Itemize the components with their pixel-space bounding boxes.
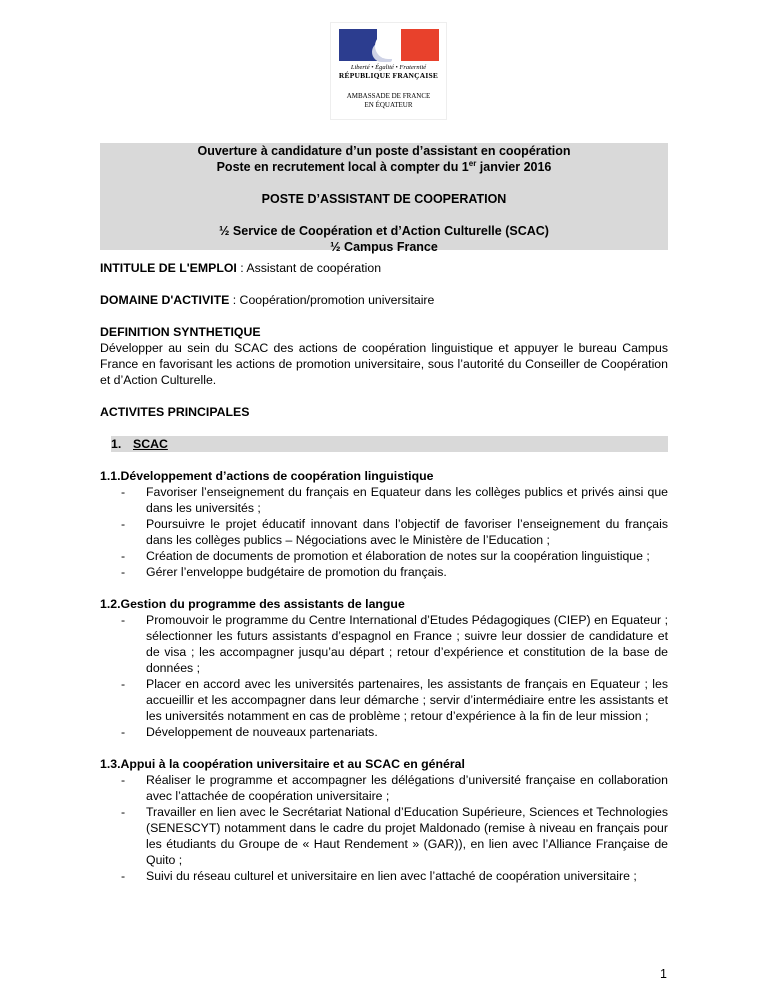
definition-heading: DEFINITION SYNTHETIQUE: [100, 325, 261, 339]
dash-bullet-icon: -: [121, 565, 126, 579]
list-item-text: Suivi du réseau culturel et universitaire en lien avec l’attaché de coopération universitaire ;: [146, 869, 637, 883]
line2-sup: er: [468, 158, 477, 168]
intitule-label: INTITULE DE L'EMPLOI: [100, 261, 237, 275]
header-line2: [100, 159, 668, 175]
embassy-logo: [330, 22, 447, 120]
list-item: [121, 772, 668, 804]
list-item-text: Développement de nouveaux partenariats.: [146, 725, 378, 739]
list-item-text: Favoriser l’enseignement du français en Equateur dans les collèges publics et privés ainsi que dans les universités ;: [146, 485, 668, 515]
logo-motto: Liberté • Égalité • Fraternité: [350, 64, 427, 71]
list-item: [121, 676, 668, 724]
dash-bullet-icon: -: [121, 549, 126, 563]
bullet-list: [100, 484, 668, 580]
list-item: [121, 516, 668, 548]
list-item-text: Travailler en lien avec le Secrétariat National d’Education Supérieure, Sciences et Technologies (SENESCYT) notamment dans le cadre du projet Maldonado (remise à niveau en français pour les étudiants du Groupe de « Haut Rendement » (GAR)), en lien avec l’Alliance Française de Quito ;: [146, 805, 668, 867]
section-title: SCAC: [133, 437, 168, 451]
dash-bullet-icon: -: [121, 517, 126, 531]
section-heading-scac: [111, 436, 668, 452]
bullet-list: [100, 612, 668, 740]
domaine: [100, 292, 668, 308]
list-item: [121, 564, 668, 580]
list-item-text: Réaliser le programme et accompagner les délégations d’université française en collaboration avec l’attachée de coopération universitaire ;: [146, 773, 668, 803]
list-item: [121, 612, 668, 676]
activites-label: [100, 404, 668, 420]
line2-post: janvier 2016: [476, 160, 552, 174]
page-number: 1: [660, 967, 667, 981]
definition-label: [100, 324, 668, 340]
section-number: 1.: [111, 437, 122, 451]
list-item: [121, 548, 668, 564]
header-line5: ½ Campus France: [330, 240, 438, 254]
line2-pre: Poste en recrutement local à compter du 1: [216, 160, 469, 174]
document-body: [100, 260, 668, 884]
list-item-text: Promouvoir le programme du Centre International d’Etudes Pédagogiques (CIEP) en Equateur ; sélectionner les futurs assistants d’espagnol en France ; suivre leur dossier de candidature et de visa ; les accompagner jusqu’au départ ; retour d’expérience et constitution de la base de données ;: [146, 613, 668, 675]
logo-republique: RÉPUBLIQUE FRANÇAISE: [338, 71, 439, 80]
marianne-flag-logo: [339, 29, 439, 61]
subsection-title: 1.3.Appui à la coopération universitaire et au SCAC en général: [100, 757, 465, 771]
header-box: [100, 143, 668, 254]
header-title: POSTE D’ASSISTANT DE COOPERATION: [261, 192, 507, 206]
dash-bullet-icon: -: [121, 725, 126, 739]
list-item: [121, 724, 668, 740]
list-item-text: Création de documents de promotion et élaboration de notes sur la coopération linguistique ;: [146, 549, 650, 563]
activites-heading: ACTIVITES PRINCIPALES: [100, 405, 250, 419]
domaine-value: : Coopération/promotion universitaire: [229, 293, 435, 307]
subsection-title: 1.2.Gestion du programme des assistants de langue: [100, 597, 405, 611]
list-item-text: Poursuivre le projet éducatif innovant dans l’objectif de favoriser l’enseignement du français dans les collèges publics – Négociations avec le Ministère de l’Education ;: [146, 517, 668, 547]
header-line4: ½ Service de Coopération et d’Action Culturelle (SCAC): [219, 224, 549, 238]
header-line1: Ouverture à candidature d’un poste d’assistant en coopération: [197, 144, 571, 158]
logo-ambassade: [331, 92, 446, 110]
list-item: [121, 868, 668, 884]
ambassade-line1: AMBASSADE DE FRANCE: [346, 92, 431, 100]
dash-bullet-icon: -: [121, 677, 126, 691]
intitule-value: : Assistant de coopération: [236, 261, 382, 275]
dash-bullet-icon: -: [121, 869, 126, 883]
list-item-text: Placer en accord avec les universités partenaires, les assistants de français en Equateur ; les accueillir et les accompagner dans leur démarche ; servir d’intermédiaire entre les assistants et les universités notamment en cas de problème ; retour d’expérience à la fin de leur mission ;: [146, 677, 668, 723]
bullet-list: [100, 772, 668, 884]
subsection-title: 1.1.Développement d’actions de coopération linguistique: [100, 469, 434, 483]
intitule: [100, 260, 668, 276]
list-item: [121, 804, 668, 868]
dash-bullet-icon: -: [121, 613, 126, 627]
ambassade-line2: EN ÉQUATEUR: [364, 101, 413, 109]
list-item-text: Gérer l’enveloppe budgétaire de promotion du français.: [146, 565, 447, 579]
dash-bullet-icon: -: [121, 485, 126, 499]
dash-bullet-icon: -: [121, 773, 126, 787]
definition-text: Développer au sein du SCAC des actions de coopération linguistique et appuyer le bureau Campus France en favorisant les actions de promotion universitaire, sous l’autorité du Conseiller de Coopération et d’Action Culturelle.: [100, 341, 668, 387]
list-item: [121, 484, 668, 516]
domaine-label: DOMAINE D'ACTIVITE: [100, 293, 230, 307]
dash-bullet-icon: -: [121, 805, 126, 819]
